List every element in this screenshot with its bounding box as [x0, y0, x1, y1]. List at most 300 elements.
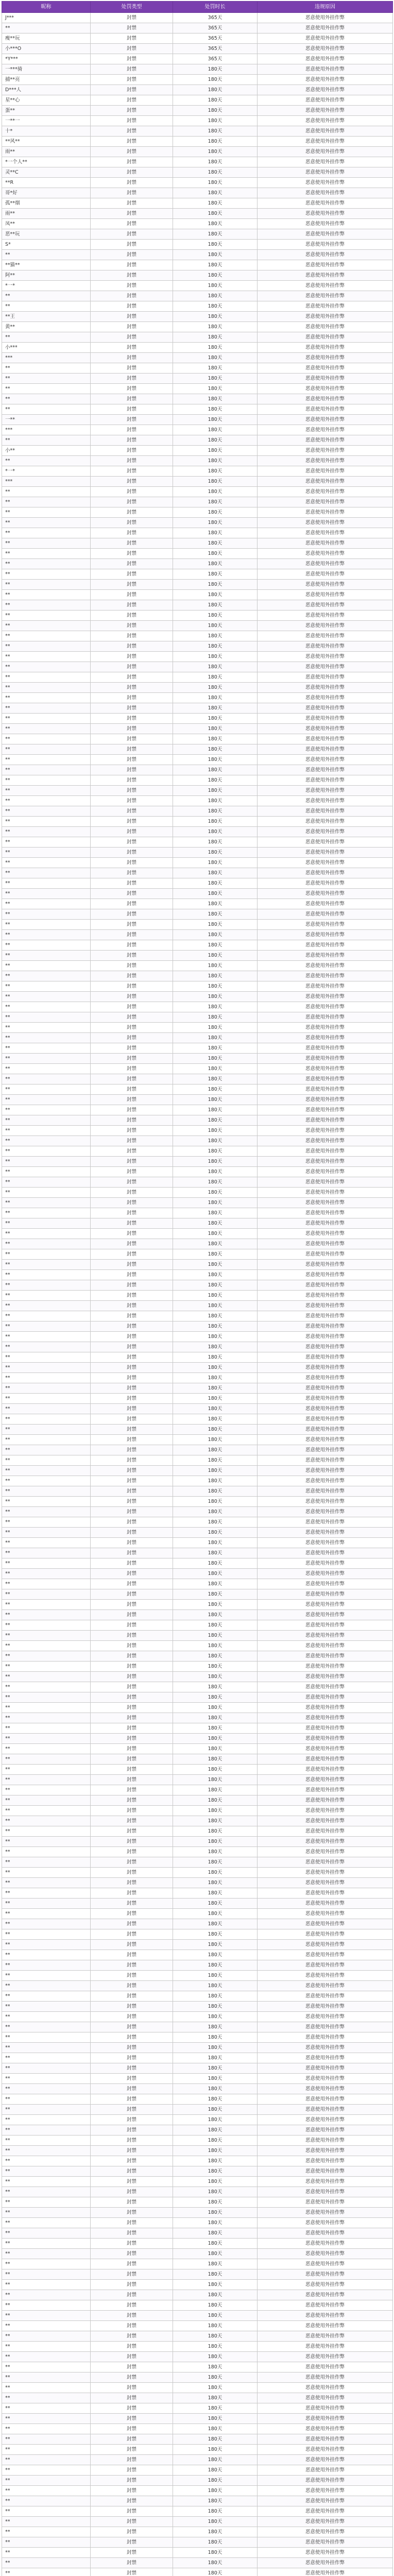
table-row [2, 1136, 393, 1146]
cell-violation-reason: 恶意使用外挂作弊 [258, 2074, 393, 2084]
cell-nickname: ** [2, 1981, 91, 1991]
cell-violation-reason: 恶意使用外挂作弊 [258, 1301, 393, 1311]
table-row [2, 1383, 393, 1394]
cell-nickname: ** [2, 2321, 91, 2331]
cell-nickname: ** [2, 2506, 91, 2517]
table-row [2, 1301, 393, 1311]
cell-violation-reason: 恶意使用外挂作弊 [258, 2125, 393, 2136]
table-row [2, 1899, 393, 1909]
cell-penalty-type: 封禁 [91, 1971, 173, 1981]
table-row [2, 817, 393, 827]
cell-nickname: ** [2, 724, 91, 734]
cell-penalty-type: 封禁 [91, 2115, 173, 2125]
cell-nickname: ** [2, 981, 91, 992]
cell-penalty-type: 封禁 [91, 1455, 173, 1466]
cell-violation-reason: 恶意使用外挂作弊 [258, 1136, 393, 1146]
table-row [2, 1332, 393, 1342]
cell-violation-reason: 恶意使用外挂作弊 [258, 1414, 393, 1425]
cell-violation-reason: 恶意使用外挂作弊 [258, 2053, 393, 2063]
cell-violation-reason: 恶意使用外挂作弊 [258, 2002, 393, 2012]
cell-violation-reason: 恶意使用外挂作弊 [258, 1363, 393, 1373]
cell-penalty-type: 封禁 [91, 961, 173, 971]
cell-nickname: ** [2, 2383, 91, 2393]
cell-nickname: ** [2, 1703, 91, 1713]
cell-nickname: ** [2, 1373, 91, 1383]
cell-penalty-type: 封禁 [91, 703, 173, 714]
table-row [2, 1517, 393, 1528]
cell-penalty-type: 封禁 [91, 1383, 173, 1394]
table-row [2, 2476, 393, 2486]
cell-penalty-type: 封禁 [91, 2476, 173, 2486]
cell-violation-reason: 恶意使用外挂作弊 [258, 374, 393, 384]
cell-violation-reason: 恶意使用外挂作弊 [258, 703, 393, 714]
cell-violation-reason: 恶意使用外挂作弊 [258, 1816, 393, 1826]
cell-penalty-duration: 180天 [173, 106, 258, 116]
table-row [2, 1868, 393, 1878]
table-row [2, 2486, 393, 2496]
cell-nickname: ** [2, 2465, 91, 2476]
cell-penalty-duration: 180天 [173, 2032, 258, 2043]
cell-penalty-type: 封禁 [91, 1600, 173, 1610]
table-row [2, 2053, 393, 2063]
table-row [2, 425, 393, 435]
cell-penalty-type: 封禁 [91, 2455, 173, 2465]
cell-penalty-type: 封禁 [91, 54, 173, 64]
cell-penalty-type: 封禁 [91, 2094, 173, 2105]
cell-nickname: *Y*** [2, 54, 91, 64]
table-row [2, 260, 393, 270]
cell-penalty-type: 封禁 [91, 260, 173, 270]
cell-violation-reason: 恶意使用外挂作弊 [258, 1837, 393, 1847]
cell-penalty-duration: 180天 [173, 95, 258, 106]
cell-violation-reason: 恶意使用外挂作弊 [258, 2362, 393, 2372]
table-row [2, 1940, 393, 1950]
cell-nickname: 捕**亮 [2, 75, 91, 85]
cell-violation-reason: 恶意使用外挂作弊 [258, 1929, 393, 1940]
cell-penalty-type: 封禁 [91, 2053, 173, 2063]
cell-violation-reason: 恶意使用外挂作弊 [258, 1033, 393, 1043]
cell-penalty-duration: 180天 [173, 1352, 258, 1363]
cell-penalty-type: 封禁 [91, 188, 173, 198]
cell-penalty-type: 封禁 [91, 2300, 173, 2311]
table-row [2, 64, 393, 75]
cell-violation-reason: 恶意使用外挂作弊 [258, 2331, 393, 2342]
table-row [2, 229, 393, 240]
table-row [2, 2352, 393, 2362]
cell-nickname: ** [2, 1600, 91, 1610]
cell-nickname: ** [2, 2166, 91, 2177]
table-row [2, 549, 393, 559]
cell-penalty-type: 封禁 [91, 2496, 173, 2506]
cell-penalty-type: 封禁 [91, 64, 173, 75]
cell-violation-reason: 恶意使用外挂作弊 [258, 2558, 393, 2568]
cell-penalty-duration: 365天 [173, 44, 258, 54]
cell-penalty-type: 封禁 [91, 157, 173, 167]
cell-violation-reason: 恶意使用外挂作弊 [258, 1394, 393, 1404]
cell-penalty-type: 封禁 [91, 538, 173, 549]
cell-penalty-duration: 180天 [173, 2352, 258, 2362]
cell-violation-reason: 恶意使用外挂作弊 [258, 167, 393, 178]
cell-penalty-duration: 180天 [173, 1579, 258, 1589]
cell-penalty-type: 封禁 [91, 1270, 173, 1280]
cell-penalty-type: 封禁 [91, 466, 173, 477]
cell-nickname: 凤** [2, 219, 91, 229]
cell-violation-reason: 恶意使用外挂作弊 [258, 1765, 393, 1775]
cell-violation-reason: 恶意使用外挂作弊 [258, 569, 393, 580]
cell-violation-reason: 恶意使用外挂作弊 [258, 404, 393, 415]
cell-penalty-type: 封禁 [91, 827, 173, 837]
cell-penalty-duration: 180天 [173, 301, 258, 312]
table-row [2, 157, 393, 167]
cell-penalty-duration: 180天 [173, 147, 258, 157]
table-row [2, 920, 393, 930]
cell-penalty-duration: 180天 [173, 2166, 258, 2177]
cell-violation-reason: 恶意使用外挂作弊 [258, 147, 393, 157]
cell-nickname: ** [2, 1157, 91, 1167]
cell-nickname: ** [2, 1837, 91, 1847]
cell-nickname: 灵**C [2, 167, 91, 178]
cell-penalty-type: 封禁 [91, 126, 173, 137]
cell-nickname: ** [2, 2002, 91, 2012]
cell-penalty-duration: 180天 [173, 1373, 258, 1383]
cell-penalty-duration: 180天 [173, 1971, 258, 1981]
cell-penalty-duration: 180天 [173, 1919, 258, 1929]
cell-penalty-type: 封禁 [91, 724, 173, 734]
cell-nickname: 蛋** [2, 106, 91, 116]
cell-nickname: ** [2, 374, 91, 384]
cell-penalty-type: 封禁 [91, 1682, 173, 1692]
cell-penalty-type: 封禁 [91, 1023, 173, 1033]
cell-penalty-type: 封禁 [91, 384, 173, 394]
table-row [2, 2300, 393, 2311]
cell-nickname: ** [2, 920, 91, 930]
cell-violation-reason: 恶意使用外挂作弊 [258, 1528, 393, 1538]
cell-penalty-duration: 180天 [173, 827, 258, 837]
cell-penalty-duration: 180天 [173, 2300, 258, 2311]
cell-nickname: ** [2, 641, 91, 652]
cell-penalty-duration: 180天 [173, 240, 258, 250]
cell-nickname: ** [2, 1765, 91, 1775]
table-row [2, 2012, 393, 2022]
cell-nickname: ** [2, 765, 91, 775]
cell-penalty-duration: 180天 [173, 868, 258, 878]
cell-violation-reason: 恶意使用外挂作弊 [258, 1229, 393, 1239]
cell-violation-reason: 恶意使用外挂作弊 [258, 1218, 393, 1229]
cell-nickname: ** [2, 2352, 91, 2362]
cell-penalty-duration: 180天 [173, 559, 258, 569]
cell-nickname: ** [2, 590, 91, 600]
cell-penalty-type: 封禁 [91, 343, 173, 353]
cell-penalty-type: 封禁 [91, 394, 173, 404]
cell-nickname: ** [2, 1641, 91, 1651]
cell-violation-reason: 恶意使用外挂作弊 [258, 1641, 393, 1651]
cell-penalty-duration: 180天 [173, 394, 258, 404]
cell-nickname: ** [2, 714, 91, 724]
cell-nickname: *** [2, 353, 91, 363]
cell-penalty-type: 封禁 [91, 95, 173, 106]
cell-penalty-duration: 180天 [173, 611, 258, 621]
cell-nickname: ** [2, 2197, 91, 2208]
cell-nickname: ** [2, 1909, 91, 1919]
cell-nickname: ** [2, 1136, 91, 1146]
cell-nickname: ** [2, 2218, 91, 2228]
cell-violation-reason: 恶意使用外挂作弊 [258, 137, 393, 147]
cell-penalty-type: 封禁 [91, 2383, 173, 2393]
cell-violation-reason: 恶意使用外挂作弊 [258, 1682, 393, 1692]
cell-penalty-duration: 180天 [173, 2414, 258, 2424]
table-row [2, 301, 393, 312]
cell-nickname: ** [2, 1734, 91, 1744]
cell-penalty-duration: 180天 [173, 363, 258, 374]
cell-penalty-duration: 180天 [173, 1260, 258, 1270]
cell-nickname: ** [2, 1023, 91, 1033]
table-row [2, 1785, 393, 1795]
cell-nickname: 瘦**玩 [2, 33, 91, 44]
cell-violation-reason: 恶意使用外挂作弊 [258, 1167, 393, 1177]
cell-penalty-duration: 180天 [173, 178, 258, 188]
cell-penalty-type: 封禁 [91, 806, 173, 817]
cell-nickname: ** [2, 2259, 91, 2269]
table-row [2, 1352, 393, 1363]
table-row [2, 775, 393, 786]
cell-violation-reason: 恶意使用外挂作弊 [258, 487, 393, 497]
table-row [2, 2321, 393, 2331]
cell-violation-reason: 恶意使用外挂作弊 [258, 270, 393, 281]
cell-violation-reason: 恶意使用外挂作弊 [258, 1857, 393, 1868]
cell-penalty-type: 封禁 [91, 611, 173, 621]
table-row [2, 1486, 393, 1497]
cell-violation-reason: 恶意使用外挂作弊 [258, 1631, 393, 1641]
cell-nickname: 一***骑 [2, 64, 91, 75]
cell-nickname: ** [2, 1662, 91, 1672]
cell-penalty-duration: 180天 [173, 2558, 258, 2568]
table-row [2, 1425, 393, 1435]
cell-violation-reason: 恶意使用外挂作弊 [258, 2094, 393, 2105]
cell-penalty-type: 封禁 [91, 1692, 173, 1703]
cell-violation-reason: 恶意使用外挂作弊 [258, 343, 393, 353]
cell-violation-reason: 恶意使用外挂作弊 [258, 940, 393, 951]
cell-penalty-type: 封禁 [91, 2465, 173, 2476]
cell-penalty-duration: 180天 [173, 549, 258, 559]
cell-penalty-type: 封禁 [91, 363, 173, 374]
cell-penalty-type: 封禁 [91, 1497, 173, 1507]
cell-penalty-duration: 180天 [173, 2537, 258, 2548]
table-row [2, 909, 393, 920]
table-row [2, 2259, 393, 2269]
table-row [2, 2383, 393, 2393]
table-row [2, 1620, 393, 1631]
table-row [2, 2105, 393, 2115]
table-row [2, 1682, 393, 1692]
cell-penalty-duration: 180天 [173, 1218, 258, 1229]
cell-penalty-type: 封禁 [91, 1466, 173, 1476]
cell-violation-reason: 恶意使用外挂作弊 [258, 600, 393, 611]
cell-penalty-type: 封禁 [91, 1703, 173, 1713]
cell-nickname: ** [2, 2208, 91, 2218]
cell-violation-reason: 恶意使用外挂作弊 [258, 2548, 393, 2558]
cell-nickname: ** [2, 1517, 91, 1528]
cell-penalty-type: 封禁 [91, 75, 173, 85]
cell-nickname: ** [2, 1115, 91, 1126]
cell-nickname: ** [2, 1558, 91, 1569]
cell-violation-reason: 恶意使用外挂作弊 [258, 1600, 393, 1610]
table-row [2, 2414, 393, 2424]
table-row [2, 1260, 393, 1270]
cell-penalty-type: 封禁 [91, 930, 173, 940]
cell-penalty-duration: 180天 [173, 930, 258, 940]
cell-violation-reason: 恶意使用外挂作弊 [258, 209, 393, 219]
cell-penalty-type: 封禁 [91, 1929, 173, 1940]
cell-violation-reason: 恶意使用外挂作弊 [258, 2311, 393, 2321]
cell-penalty-duration: 180天 [173, 1054, 258, 1064]
table-row [2, 2558, 393, 2568]
cell-penalty-duration: 180天 [173, 992, 258, 1002]
cell-penalty-type: 封禁 [91, 477, 173, 487]
cell-nickname: ** [2, 2486, 91, 2496]
cell-penalty-type: 封禁 [91, 1847, 173, 1857]
cell-nickname: ** [2, 683, 91, 693]
cell-nickname: ** [2, 2228, 91, 2239]
cell-penalty-type: 封禁 [91, 1363, 173, 1373]
cell-penalty-type: 封禁 [91, 1373, 173, 1383]
cell-violation-reason: 恶意使用外挂作弊 [258, 2414, 393, 2424]
cell-penalty-duration: 180天 [173, 1229, 258, 1239]
cell-penalty-type: 封禁 [91, 796, 173, 806]
cell-penalty-duration: 180天 [173, 2136, 258, 2146]
cell-nickname: ** [2, 2434, 91, 2445]
cell-penalty-type: 封禁 [91, 837, 173, 848]
cell-penalty-duration: 180天 [173, 2197, 258, 2208]
cell-penalty-duration: 180天 [173, 1600, 258, 1610]
cell-penalty-type: 封禁 [91, 971, 173, 981]
cell-violation-reason: 恶意使用外挂作弊 [258, 1826, 393, 1837]
cell-penalty-duration: 180天 [173, 1476, 258, 1486]
cell-penalty-type: 封禁 [91, 1826, 173, 1837]
table-row [2, 23, 393, 33]
cell-penalty-duration: 180天 [173, 590, 258, 600]
cell-penalty-duration: 180天 [173, 1105, 258, 1115]
table-row [2, 1054, 393, 1064]
cell-penalty-duration: 180天 [173, 1548, 258, 1558]
cell-penalty-type: 封禁 [91, 899, 173, 909]
table-row [2, 126, 393, 137]
cell-violation-reason: 恶意使用外挂作弊 [258, 909, 393, 920]
table-row [2, 1713, 393, 1723]
cell-nickname: ** [2, 1218, 91, 1229]
cell-nickname: 小*** [2, 343, 91, 353]
cell-penalty-duration: 180天 [173, 569, 258, 580]
cell-violation-reason: 恶意使用外挂作弊 [258, 1291, 393, 1301]
cell-nickname: ** [2, 837, 91, 848]
cell-violation-reason: 恶意使用外挂作弊 [258, 2434, 393, 2445]
cell-nickname: ** [2, 1960, 91, 1971]
table-row [2, 2280, 393, 2290]
table-row [2, 2208, 393, 2218]
cell-violation-reason: 恶意使用外挂作弊 [258, 817, 393, 827]
table-row [2, 1064, 393, 1074]
cell-violation-reason: 恶意使用外挂作弊 [258, 322, 393, 332]
cell-violation-reason: 恶意使用外挂作弊 [258, 44, 393, 54]
cell-penalty-duration: 180天 [173, 1043, 258, 1054]
table-row [2, 2403, 393, 2414]
cell-violation-reason: 恶意使用外挂作弊 [258, 652, 393, 662]
cell-nickname: ** [2, 930, 91, 940]
cell-violation-reason: 恶意使用外挂作弊 [258, 1991, 393, 2002]
cell-violation-reason: 恶意使用外挂作弊 [258, 538, 393, 549]
cell-nickname: ** [2, 2403, 91, 2414]
cell-penalty-duration: 180天 [173, 920, 258, 930]
table-row [2, 899, 393, 909]
table-row [2, 1600, 393, 1610]
cell-penalty-duration: 180天 [173, 415, 258, 425]
cell-penalty-duration: 180天 [173, 1486, 258, 1497]
table-row [2, 85, 393, 95]
cell-penalty-duration: 180天 [173, 1115, 258, 1126]
table-row [2, 1692, 393, 1703]
cell-violation-reason: 恶意使用外挂作弊 [258, 64, 393, 75]
cell-penalty-duration: 180天 [173, 1208, 258, 1218]
cell-penalty-duration: 180天 [173, 662, 258, 672]
cell-violation-reason: 恶意使用外挂作弊 [258, 559, 393, 569]
cell-nickname: ** [2, 992, 91, 1002]
cell-penalty-type: 封禁 [91, 1723, 173, 1734]
cell-violation-reason: 恶意使用外挂作弊 [258, 2527, 393, 2537]
cell-penalty-duration: 180天 [173, 1404, 258, 1414]
cell-violation-reason: 恶意使用外挂作弊 [258, 75, 393, 85]
cell-penalty-type: 封禁 [91, 2445, 173, 2455]
cell-penalty-duration: 180天 [173, 1785, 258, 1795]
cell-penalty-type: 封禁 [91, 1631, 173, 1641]
cell-violation-reason: 恶意使用外挂作弊 [258, 2486, 393, 2496]
table-row [2, 569, 393, 580]
cell-penalty-duration: 180天 [173, 817, 258, 827]
cell-penalty-type: 封禁 [91, 404, 173, 415]
cell-penalty-type: 封禁 [91, 1394, 173, 1404]
cell-penalty-type: 封禁 [91, 1620, 173, 1631]
table-row [2, 1497, 393, 1507]
cell-nickname: ** [2, 2136, 91, 2146]
cell-violation-reason: 恶意使用外挂作弊 [258, 2166, 393, 2177]
table-row [2, 343, 393, 353]
cell-penalty-duration: 180天 [173, 2393, 258, 2403]
table-row [2, 1218, 393, 1229]
cell-nickname: ** [2, 1672, 91, 1682]
cell-penalty-type: 封禁 [91, 507, 173, 518]
cell-penalty-type: 封禁 [91, 2558, 173, 2568]
table-row [2, 951, 393, 961]
cell-penalty-type: 封禁 [91, 1260, 173, 1270]
table-row [2, 2043, 393, 2053]
cell-nickname: ** [2, 734, 91, 744]
cell-penalty-duration: 180天 [173, 1651, 258, 1662]
table-row [2, 2094, 393, 2105]
cell-violation-reason: 恶意使用外挂作弊 [258, 2455, 393, 2465]
cell-penalty-duration: 180天 [173, 466, 258, 477]
cell-penalty-type: 封禁 [91, 641, 173, 652]
table-row [2, 1795, 393, 1806]
cell-penalty-duration: 180天 [173, 641, 258, 652]
cell-penalty-type: 封禁 [91, 178, 173, 188]
cell-penalty-duration: 180天 [173, 1383, 258, 1394]
cell-nickname: ** [2, 1775, 91, 1785]
cell-violation-reason: 恶意使用外挂作弊 [258, 1383, 393, 1394]
cell-violation-reason: 恶意使用外挂作弊 [258, 229, 393, 240]
cell-penalty-type: 封禁 [91, 1888, 173, 1899]
cell-penalty-duration: 180天 [173, 1301, 258, 1311]
cell-nickname: ** [2, 2105, 91, 2115]
cell-nickname: ** [2, 652, 91, 662]
cell-penalty-type: 封禁 [91, 2166, 173, 2177]
